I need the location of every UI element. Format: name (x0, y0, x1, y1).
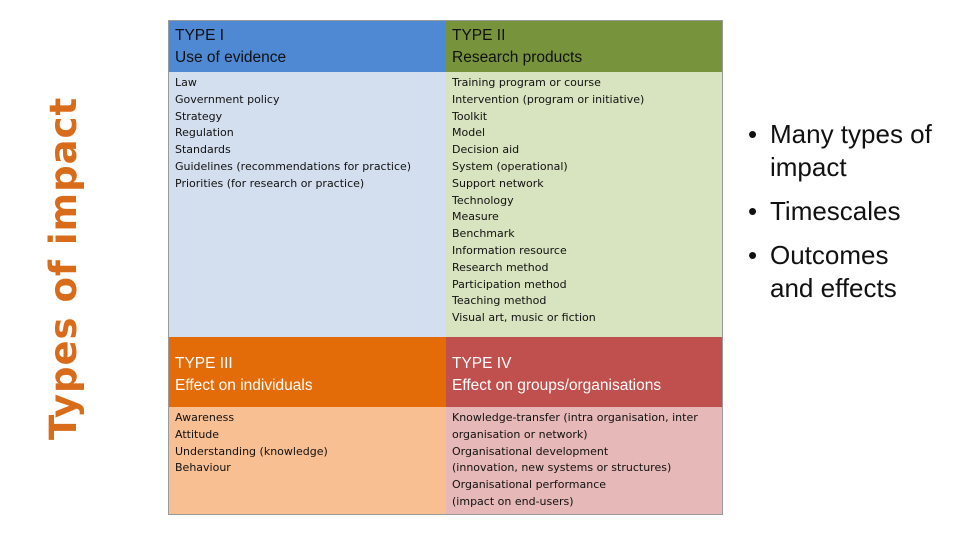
type2-header (446, 21, 722, 72)
type1-subtitle: Use of evidence (175, 49, 287, 66)
type4-title: TYPE IV (452, 355, 512, 372)
type2-item: Support network (452, 176, 544, 190)
summary-bullet-text (770, 118, 960, 184)
type3-item: Understanding (knowledge) (175, 444, 328, 458)
type2-item: Model (452, 126, 486, 140)
summary-bullet-line: impact (770, 152, 847, 182)
summary-bullet-line: Outcomes (770, 240, 889, 270)
type3-item: Behaviour (175, 461, 231, 475)
bullet-marker: • (748, 240, 758, 270)
summary-bullet-text (770, 195, 960, 228)
type1-title: TYPE I (175, 27, 225, 44)
type4-item: Organisational development (452, 444, 609, 458)
type2-item: System (operational) (452, 159, 568, 173)
type1-item: Guidelines (recommendations for practice) (175, 159, 412, 173)
summary-bullet (748, 195, 960, 228)
type4-subtitle: Effect on groups/organisations (452, 377, 662, 394)
type3-subtitle: Effect on individuals (175, 377, 313, 394)
summary-bullet-text (770, 239, 960, 305)
summary-bullets (748, 118, 960, 316)
type2-item: Visual art, music or fiction (452, 311, 596, 325)
type2-item: Teaching method (452, 294, 547, 308)
type2-list (446, 72, 722, 357)
type1-list (169, 72, 446, 357)
bullet-marker: • (748, 119, 758, 149)
type1-item: Law (175, 76, 197, 89)
type2-item: Participation method (452, 277, 567, 291)
type1-item: Strategy (175, 109, 223, 123)
type4-item: Organisational performance (452, 478, 607, 492)
summary-bullet (748, 239, 960, 305)
type2-item: Measure (452, 210, 499, 224)
type1-item: Government policy (175, 92, 280, 106)
type2-item: Research method (452, 260, 549, 274)
type2-item: Decision aid (452, 143, 520, 157)
type4-item: Knowledge-transfer (intra organisation, inter (452, 411, 698, 424)
summary-bullet (748, 118, 960, 184)
type4-item: organisation or network) (452, 427, 588, 441)
type3-header (169, 337, 446, 407)
type3-title: TYPE III (175, 355, 233, 372)
summary-bullet-line: and effects (770, 273, 897, 303)
type2-item: Training program or course (452, 76, 601, 89)
type2-item: Information resource (452, 243, 567, 257)
type4-item: (innovation, new systems or structures) (452, 461, 672, 475)
summary-bullet-line: Many types of (770, 119, 932, 149)
type1-header (169, 21, 446, 72)
type3-list (169, 407, 446, 514)
type4-header (446, 337, 722, 407)
type4-item: (impact on end-users) (452, 494, 574, 508)
type2-item: Benchmark (452, 227, 515, 241)
type2-subtitle: Research products (452, 49, 583, 66)
type3-item: Attitude (175, 427, 220, 441)
type2-item: Toolkit (452, 109, 488, 123)
side-title: Types of impact (42, 96, 85, 440)
impact-types-table (168, 20, 723, 515)
type3-item: Awareness (175, 411, 235, 424)
type1-item: Standards (175, 143, 231, 157)
type1-item: Regulation (175, 126, 234, 140)
bullet-marker: • (748, 196, 758, 226)
type2-item: Technology (452, 193, 514, 207)
summary-bullet-line: Timescales (770, 196, 901, 226)
type1-item: Priorities (for research or practice) (175, 176, 365, 190)
type2-title: TYPE II (452, 27, 506, 44)
type4-list (446, 407, 722, 514)
type2-item: Intervention (program or initiative) (452, 92, 645, 106)
